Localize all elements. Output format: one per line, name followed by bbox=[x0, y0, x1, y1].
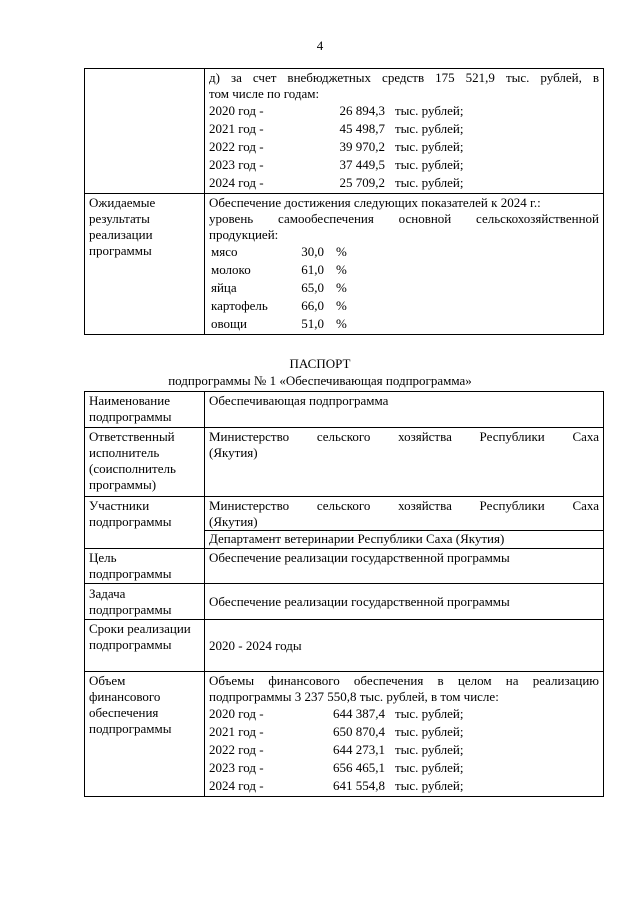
terms-value: 2020 - 2024 годы bbox=[205, 620, 604, 672]
participant-ministry: Министерство сельского хозяйства Республики Саха (Якутия) bbox=[205, 498, 603, 531]
name-value: Обеспечивающая подпрограмма bbox=[205, 392, 604, 428]
indicator-row: мясо 30,0 % bbox=[211, 244, 347, 259]
indicator-row: овощи 51,0 % bbox=[211, 316, 347, 331]
table-row bbox=[85, 584, 604, 620]
name-label: Наименование подпрограммы bbox=[85, 392, 205, 428]
extrabudgetary-funding-cell bbox=[205, 69, 604, 194]
page-number: 4 bbox=[316, 38, 324, 53]
subprogram-passport-table bbox=[84, 391, 604, 797]
goal-value: Обеспечение реализации государственной программы bbox=[205, 549, 604, 584]
table-row bbox=[85, 620, 604, 672]
indicator-row: яйца 65,0 % bbox=[211, 280, 347, 295]
funding-year-row: 2020 год - 26 894,3 тыс. рублей; bbox=[209, 103, 464, 118]
program-passport-table-continued bbox=[84, 68, 604, 335]
financing-year-row: 2021 год - 650 870,4 тыс. рублей; bbox=[209, 724, 464, 739]
participants-label: Участники подпрограммы bbox=[85, 497, 205, 549]
executor-label: Ответственный исполнитель (соисполнитель программы) bbox=[85, 428, 205, 497]
financing-year-row: 2023 год - 656 465,1 тыс. рублей; bbox=[209, 760, 464, 775]
results-text-line: уровень самообеспечения основной сельскохозяйственной bbox=[209, 211, 599, 226]
funding-year-row: 2023 год - 37 449,5 тыс. рублей; bbox=[209, 157, 464, 172]
financing-volume-label: Объем финансового обеспечения подпрограммы bbox=[85, 672, 205, 797]
table-row bbox=[85, 69, 604, 194]
financing-year-row: 2020 год - 644 387,4 тыс. рублей; bbox=[209, 706, 464, 721]
goal-label: Цель подпрограммы bbox=[85, 549, 205, 584]
passport-subtitle: подпрограммы № 1 «Обеспечивающая подпрограмма» bbox=[168, 373, 472, 388]
participants-value bbox=[205, 497, 604, 549]
task-label: Задача подпрограммы bbox=[85, 584, 205, 620]
table-row bbox=[85, 392, 604, 428]
funding-year-row: 2021 год - 45 498,7 тыс. рублей; bbox=[209, 121, 464, 136]
participant-veterinary-department: Департамент ветеринарии Республики Саха (Якутия) bbox=[209, 531, 505, 546]
table-row bbox=[85, 497, 604, 549]
indicator-row: картофель 66,0 % bbox=[211, 298, 347, 313]
passport-title: ПАСПОРТ bbox=[289, 356, 351, 371]
financing-volume-value: Объемы финансового обеспечения в целом на реализацию подпрограммы 3 237 550,8 тыс. рублей, в том числе: 2020 год - 644 387,4 тыс. рублей; 2021 год - 650 870,4 тыс. рублей; 2022 год - 644 273,1 тыс. рублей; 2023 год - 656 465,1 тыс. рублей; 2024 год - 641 554,8 тыс. рублей; bbox=[205, 672, 604, 797]
table-row bbox=[85, 194, 604, 335]
task-value: Обеспечение реализации государственной программы bbox=[205, 584, 604, 620]
results-text-line: Обеспечение достижения следующих показателей к 2024 г.: bbox=[209, 195, 541, 210]
expected-results-label: Ожидаемые результаты реализации программы bbox=[85, 194, 205, 335]
funding-year-row: 2024 год - 25 709,2 тыс. рублей; bbox=[209, 175, 464, 190]
table-row bbox=[85, 428, 604, 497]
funding-intro-line: д) за счет внебюджетных средств 175 521,9 тыс. рублей, в bbox=[209, 70, 599, 85]
terms-label: Сроки реализации подпрограммы bbox=[85, 620, 205, 672]
results-text-line: продукцией: bbox=[209, 227, 279, 242]
expected-results-cell bbox=[205, 194, 604, 335]
executor-value: Министерство сельского хозяйства Республики Саха (Якутия) bbox=[205, 428, 604, 497]
table-row bbox=[85, 672, 604, 797]
indicator-row: молоко 61,0 % bbox=[211, 262, 347, 277]
financing-year-row: 2024 год - 641 554,8 тыс. рублей; bbox=[209, 778, 464, 793]
funding-year-row: 2022 год - 39 970,2 тыс. рублей; bbox=[209, 139, 464, 154]
financing-year-row: 2022 год - 644 273,1 тыс. рублей; bbox=[209, 742, 464, 757]
empty-label-cell bbox=[85, 69, 205, 194]
funding-intro-line: том числе по годам: bbox=[209, 86, 320, 101]
table-row bbox=[85, 549, 604, 584]
